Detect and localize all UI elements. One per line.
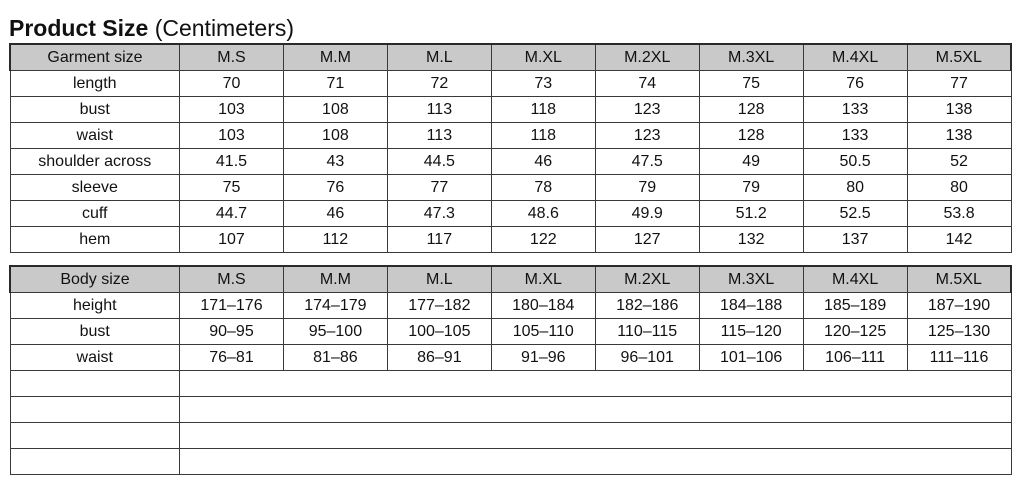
table-row xyxy=(10,123,1011,149)
table-cell: 137 xyxy=(803,227,907,253)
table-cell: 177–182 xyxy=(387,293,491,319)
table-cell: 180–184 xyxy=(491,293,595,319)
table-cell: 182–186 xyxy=(595,293,699,319)
garment-header-row xyxy=(10,44,1011,71)
row-label: sleeve xyxy=(10,175,180,201)
table-row xyxy=(10,227,1011,253)
table-row xyxy=(10,97,1011,123)
size-column-header: M.3XL xyxy=(699,266,803,293)
table-cell: 79 xyxy=(595,175,699,201)
table-cell: 73 xyxy=(491,71,595,97)
table-cell: 74 xyxy=(595,71,699,97)
table-cell: 76 xyxy=(803,71,907,97)
size-column-header: M.5XL xyxy=(907,266,1011,293)
table-cell: 77 xyxy=(387,175,491,201)
table-cell: 70 xyxy=(180,71,284,97)
empty-value-cell xyxy=(180,423,1012,449)
table-cell: 76 xyxy=(283,175,387,201)
table-cell: 52 xyxy=(907,149,1011,175)
table-cell: 123 xyxy=(595,97,699,123)
table-cell: 103 xyxy=(180,97,284,123)
table-cell: 80 xyxy=(907,175,1011,201)
row-label: cuff xyxy=(10,201,180,227)
table-cell: 75 xyxy=(699,71,803,97)
size-column-header: M.S xyxy=(180,44,284,71)
table-cell: 113 xyxy=(387,97,491,123)
table-cell: 120–125 xyxy=(803,319,907,345)
table-cell: 77 xyxy=(907,71,1011,97)
size-column-header: M.4XL xyxy=(803,266,907,293)
table-cell: 128 xyxy=(699,97,803,123)
row-label: bust xyxy=(10,97,180,123)
table-cell: 72 xyxy=(387,71,491,97)
table-cell: 118 xyxy=(491,123,595,149)
table-cell: 106–111 xyxy=(803,345,907,371)
table-cell: 133 xyxy=(803,97,907,123)
empty-row xyxy=(10,371,1011,397)
table-cell: 86–91 xyxy=(387,345,491,371)
empty-value-cell xyxy=(180,371,1012,397)
table-cell: 90–95 xyxy=(180,319,284,345)
table-cell: 52.5 xyxy=(803,201,907,227)
table-cell: 49.9 xyxy=(595,201,699,227)
table-cell: 76–81 xyxy=(180,345,284,371)
table-cell: 128 xyxy=(699,123,803,149)
table-row xyxy=(10,319,1011,345)
table-row xyxy=(10,293,1011,319)
empty-label-cell xyxy=(10,371,180,397)
size-column-header: M.M xyxy=(283,44,387,71)
size-column-header: M.4XL xyxy=(803,44,907,71)
size-column-header: M.3XL xyxy=(699,44,803,71)
body-size-table xyxy=(9,265,1012,475)
table-cell: 125–130 xyxy=(907,319,1011,345)
table-cell: 75 xyxy=(180,175,284,201)
size-column-header: M.S xyxy=(180,266,284,293)
table-cell: 44.5 xyxy=(387,149,491,175)
table-cell: 96–101 xyxy=(595,345,699,371)
table-cell: 46 xyxy=(491,149,595,175)
size-column-header: M.L xyxy=(387,44,491,71)
table-row xyxy=(10,149,1011,175)
table-cell: 51.2 xyxy=(699,201,803,227)
table-cell: 46 xyxy=(283,201,387,227)
table-row xyxy=(10,201,1011,227)
table-cell: 108 xyxy=(283,97,387,123)
table-cell: 71 xyxy=(283,71,387,97)
row-label: height xyxy=(10,293,180,319)
table-cell: 133 xyxy=(803,123,907,149)
table-cell: 47.3 xyxy=(387,201,491,227)
table-cell: 111–116 xyxy=(907,345,1011,371)
garment-size-table xyxy=(9,43,1012,253)
table-cell: 91–96 xyxy=(491,345,595,371)
empty-row xyxy=(10,423,1011,449)
size-column-header: M.2XL xyxy=(595,44,699,71)
table-cell: 108 xyxy=(283,123,387,149)
empty-label-cell xyxy=(10,397,180,423)
table-row xyxy=(10,175,1011,201)
row-label: bust xyxy=(10,319,180,345)
size-column-header: M.5XL xyxy=(907,44,1011,71)
table-cell: 100–105 xyxy=(387,319,491,345)
empty-value-cell xyxy=(180,397,1012,423)
table-cell: 115–120 xyxy=(699,319,803,345)
table-cell: 79 xyxy=(699,175,803,201)
empty-label-cell xyxy=(10,423,180,449)
table-cell: 118 xyxy=(491,97,595,123)
table-cell: 174–179 xyxy=(283,293,387,319)
table-cell: 113 xyxy=(387,123,491,149)
row-label: waist xyxy=(10,123,180,149)
empty-row xyxy=(10,449,1011,475)
table-cell: 105–110 xyxy=(491,319,595,345)
table-cell: 123 xyxy=(595,123,699,149)
table-cell: 78 xyxy=(491,175,595,201)
table-cell: 95–100 xyxy=(283,319,387,345)
table-cell: 44.7 xyxy=(180,201,284,227)
table-cell: 43 xyxy=(283,149,387,175)
size-column-header: M.XL xyxy=(491,44,595,71)
table-cell: 110–115 xyxy=(595,319,699,345)
size-column-header: M.XL xyxy=(491,266,595,293)
row-label: hem xyxy=(10,227,180,253)
size-column-header: M.2XL xyxy=(595,266,699,293)
table-cell: 80 xyxy=(803,175,907,201)
table-cell: 41.5 xyxy=(180,149,284,175)
title-main: Product Size xyxy=(9,15,149,41)
table-cell: 184–188 xyxy=(699,293,803,319)
row-label: shoulder across xyxy=(10,149,180,175)
table-cell: 117 xyxy=(387,227,491,253)
garment-header-label: Garment size xyxy=(10,44,180,71)
table-cell: 50.5 xyxy=(803,149,907,175)
body-header-label: Body size xyxy=(10,266,180,293)
table-cell: 132 xyxy=(699,227,803,253)
table-cell: 53.8 xyxy=(907,201,1011,227)
title-unit: (Centimeters) xyxy=(154,15,295,41)
empty-value-cell xyxy=(180,449,1012,475)
table-cell: 101–106 xyxy=(699,345,803,371)
table-cell: 112 xyxy=(283,227,387,253)
table-cell: 122 xyxy=(491,227,595,253)
table-cell: 48.6 xyxy=(491,201,595,227)
row-label: waist xyxy=(10,345,180,371)
page-title xyxy=(9,14,294,42)
table-cell: 185–189 xyxy=(803,293,907,319)
table-cell: 187–190 xyxy=(907,293,1011,319)
empty-label-cell xyxy=(10,449,180,475)
table-cell: 103 xyxy=(180,123,284,149)
table-cell: 171–176 xyxy=(180,293,284,319)
table-cell: 127 xyxy=(595,227,699,253)
table-cell: 142 xyxy=(907,227,1011,253)
table-row xyxy=(10,71,1011,97)
empty-row xyxy=(10,397,1011,423)
body-header-row xyxy=(10,266,1011,293)
table-cell: 49 xyxy=(699,149,803,175)
size-column-header: M.L xyxy=(387,266,491,293)
table-cell: 47.5 xyxy=(595,149,699,175)
size-column-header: M.M xyxy=(283,266,387,293)
table-cell: 138 xyxy=(907,97,1011,123)
table-cell: 107 xyxy=(180,227,284,253)
table-cell: 81–86 xyxy=(283,345,387,371)
row-label: length xyxy=(10,71,180,97)
table-cell: 138 xyxy=(907,123,1011,149)
table-row xyxy=(10,345,1011,371)
